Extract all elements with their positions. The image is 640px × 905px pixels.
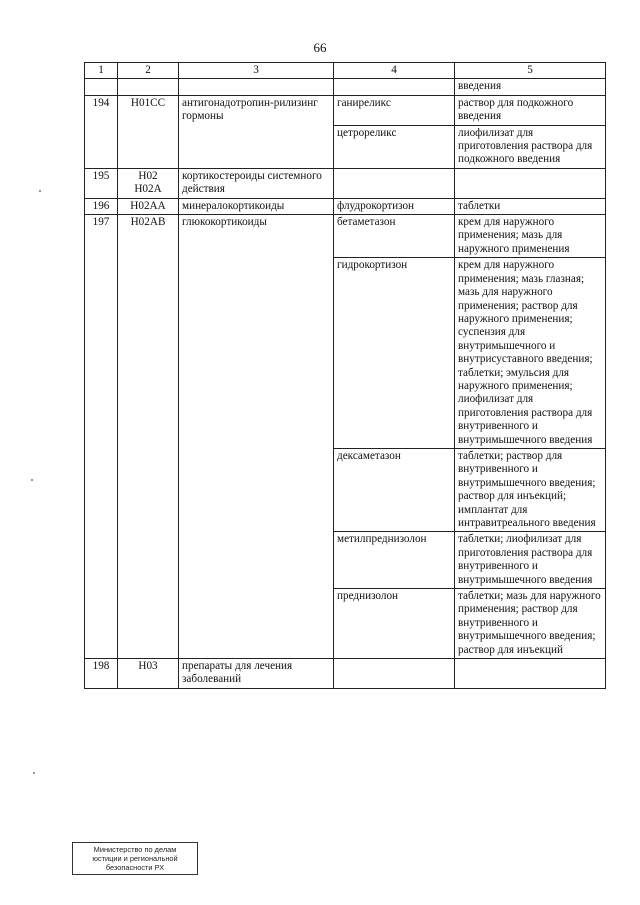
cell-group: минералокортикоиды (179, 198, 334, 214)
cell-form: таблетки; лиофилизат для приготовления раствора для внутривенного и внутримышечного введения (455, 532, 606, 589)
code-line-1: H02 (138, 169, 158, 182)
cell-form (455, 168, 606, 198)
cell-form: крем для наружного применения; мазь для наружного применения (455, 215, 606, 258)
cell-form (455, 659, 606, 689)
stamp-line-3: безопасности РХ (105, 863, 165, 872)
cell-form: лиофилизат для приготовления раствора для подкожного введения (455, 125, 606, 168)
scan-speck (33, 772, 35, 774)
cell-code: H02AB (118, 215, 179, 659)
cell-drug: ганиреликс (334, 95, 455, 125)
code-line-2: H02A (134, 183, 162, 196)
cell-group: препараты для лечения заболеваний (179, 659, 334, 689)
cell-code: H02AA (118, 198, 179, 214)
cell-code: H03 (118, 659, 179, 689)
cell-group: кортикостероиды системного действия (179, 168, 334, 198)
cell-drug: гидрокортизон (334, 258, 455, 449)
cell-drug (334, 168, 455, 198)
table-row-197 (85, 215, 606, 258)
column-header-1: 1 (85, 63, 118, 79)
cell-drug (334, 659, 455, 689)
cell-group (179, 79, 334, 95)
ministry-stamp (72, 842, 198, 875)
cell-form: введения (455, 79, 606, 95)
table-row-195 (85, 168, 606, 198)
cell-num (85, 79, 118, 95)
cell-drug (334, 79, 455, 95)
column-header-3: 3 (179, 63, 334, 79)
cell-num: 194 (85, 95, 118, 168)
cell-num: 196 (85, 198, 118, 214)
column-header-2: 2 (118, 63, 179, 79)
cell-form: крем для наружного применения; мазь глазная; мазь для наружного применения; раствор для наружного применения; суспензия для внутримышечного и внутрисуставного введения; таблетки; эмульсия для наружного применения; лиофилизат для приготовления раствора для внутривенного и внутримышечного введения (455, 258, 606, 449)
table-row-196 (85, 198, 606, 214)
table-row-198 (85, 659, 606, 689)
drug-table (84, 62, 606, 689)
cell-form: таблетки; мазь для наружного применения; раствор для внутривенного и внутримышечного введения; раствор для инъекций (455, 589, 606, 659)
table-row-194 (85, 95, 606, 125)
table-row-continuation (85, 79, 606, 95)
cell-num: 197 (85, 215, 118, 659)
cell-code (118, 168, 179, 198)
cell-drug: бетаметазон (334, 215, 455, 258)
stamp-line-1: Министерство по делам (93, 845, 177, 854)
cell-group: антигонадотропин-рилизинг гормоны (179, 95, 334, 168)
cell-drug: дексаметазон (334, 448, 455, 531)
cell-code: H01CC (118, 95, 179, 168)
stamp-line-2: юстиции и региональной (92, 854, 178, 863)
page-number: 66 (313, 40, 327, 55)
cell-code (118, 79, 179, 95)
cell-drug: преднизолон (334, 589, 455, 659)
cell-form: таблетки (455, 198, 606, 214)
cell-num: 195 (85, 168, 118, 198)
column-header-5: 5 (455, 63, 606, 79)
cell-group: глюкокортикоиды (179, 215, 334, 659)
column-header-4: 4 (334, 63, 455, 79)
header-row (85, 63, 606, 79)
scan-speck (39, 190, 41, 192)
cell-form: таблетки; раствор для внутривенного и внутримышечного введения; раствор для инъекций; имплантат для интравитреального введения (455, 448, 606, 531)
scan-speck (31, 479, 33, 481)
cell-drug: цетрореликс (334, 125, 455, 168)
cell-num: 198 (85, 659, 118, 689)
cell-form: раствор для подкожного введения (455, 95, 606, 125)
cell-drug: метилпреднизолон (334, 532, 455, 589)
cell-drug: флудрокортизон (334, 198, 455, 214)
